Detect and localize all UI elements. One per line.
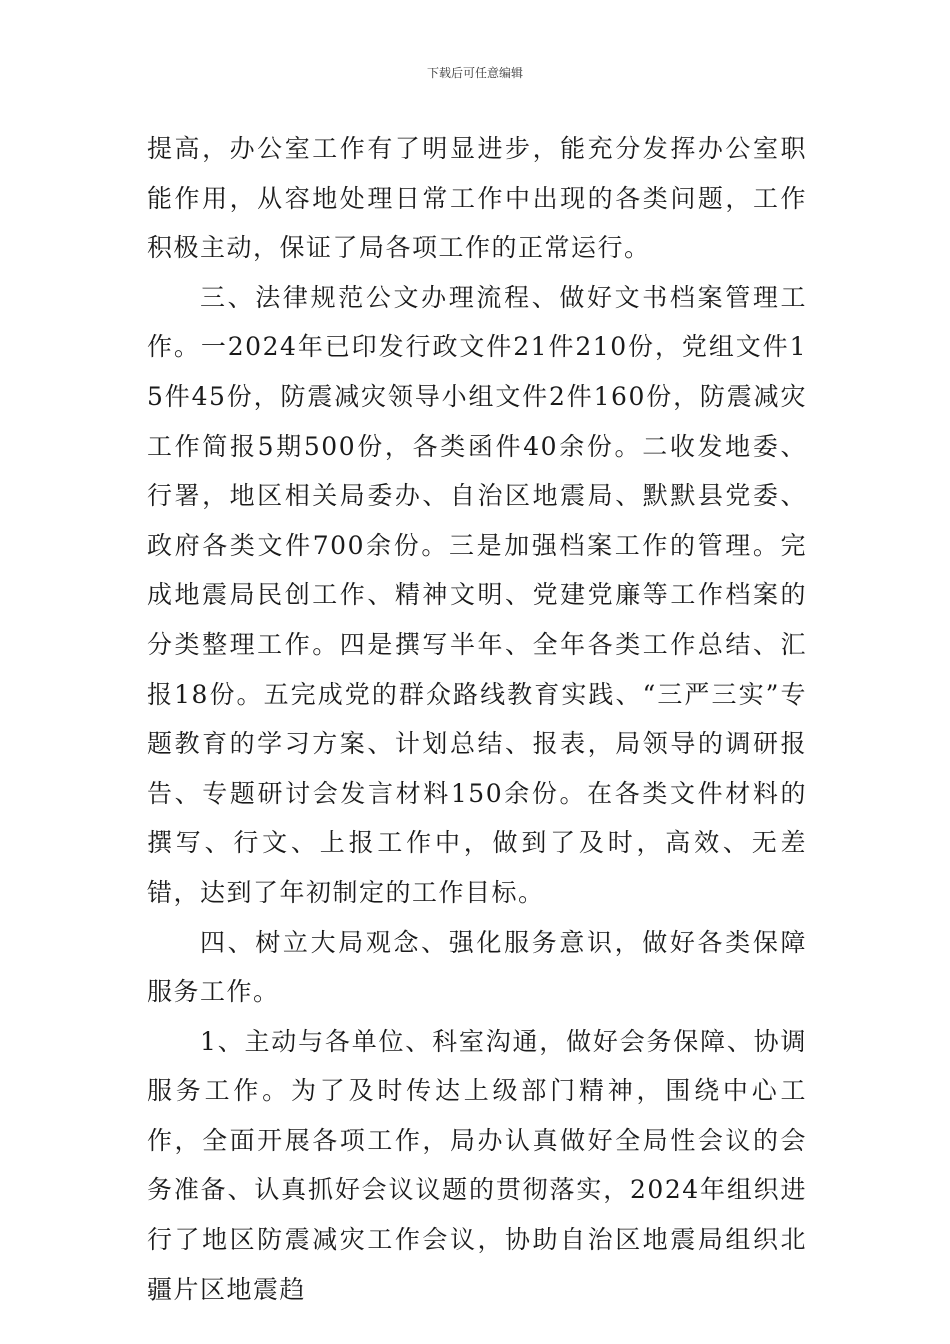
paragraph-section-three: 三、法律规范公文办理流程、做好文书档案管理工作。一2024年已印发行政文件21件210份，党组文件15件45份，防震减灾领导小组文件2件160份，防震减灾工作简报5期500份，各类函件40余份。二收发地委、行署，地区相关局委办、自治区地震局、默默县党委、政府各类文件700余份。三是加强档案工作的管理。完成地震局民创工作、精神文明、党建党廉等工作档案的分类整理工作。四是撰写半年、全年各类工作总结、汇报18份。五完成党的群众路线教育实践、“三严三实”专题教育的学习方案、计划总结、报表，局领导的调研报告、专题研讨会发言材料150余份。在各类文件材料的撰写、行文、上报工作中，做到了及时，高效、无差错，达到了年初制定的工作目标。 — [147, 282, 807, 907]
paragraph-item-one: 1、主动与各单位、科室沟通，做好会务保障、协调服务工作。为了及时传达上级部门精神，围绕中心工作，全面开展各项工作，局办认真做好全局性会议的会务准备、认真抓好会议议题的贯彻落实，2024年组织进行了地区防震减灾工作会议，协助自治区地震局组织北疆片区地震趋 — [147, 1026, 807, 1304]
paragraph-continuation: 提高，办公室工作有了明显进步，能充分发挥办公室职能作用，从容地处理日常工作中出现的各类问题，工作积极主动，保证了局各项工作的正常运行。 — [147, 134, 807, 263]
paragraph-section-four: 四、树立大局观念、强化服务意识，做好各类保障服务工作。 — [147, 927, 807, 1007]
page-header: 下载后可任意编辑 — [426, 66, 523, 80]
document-body — [147, 124, 807, 1314]
